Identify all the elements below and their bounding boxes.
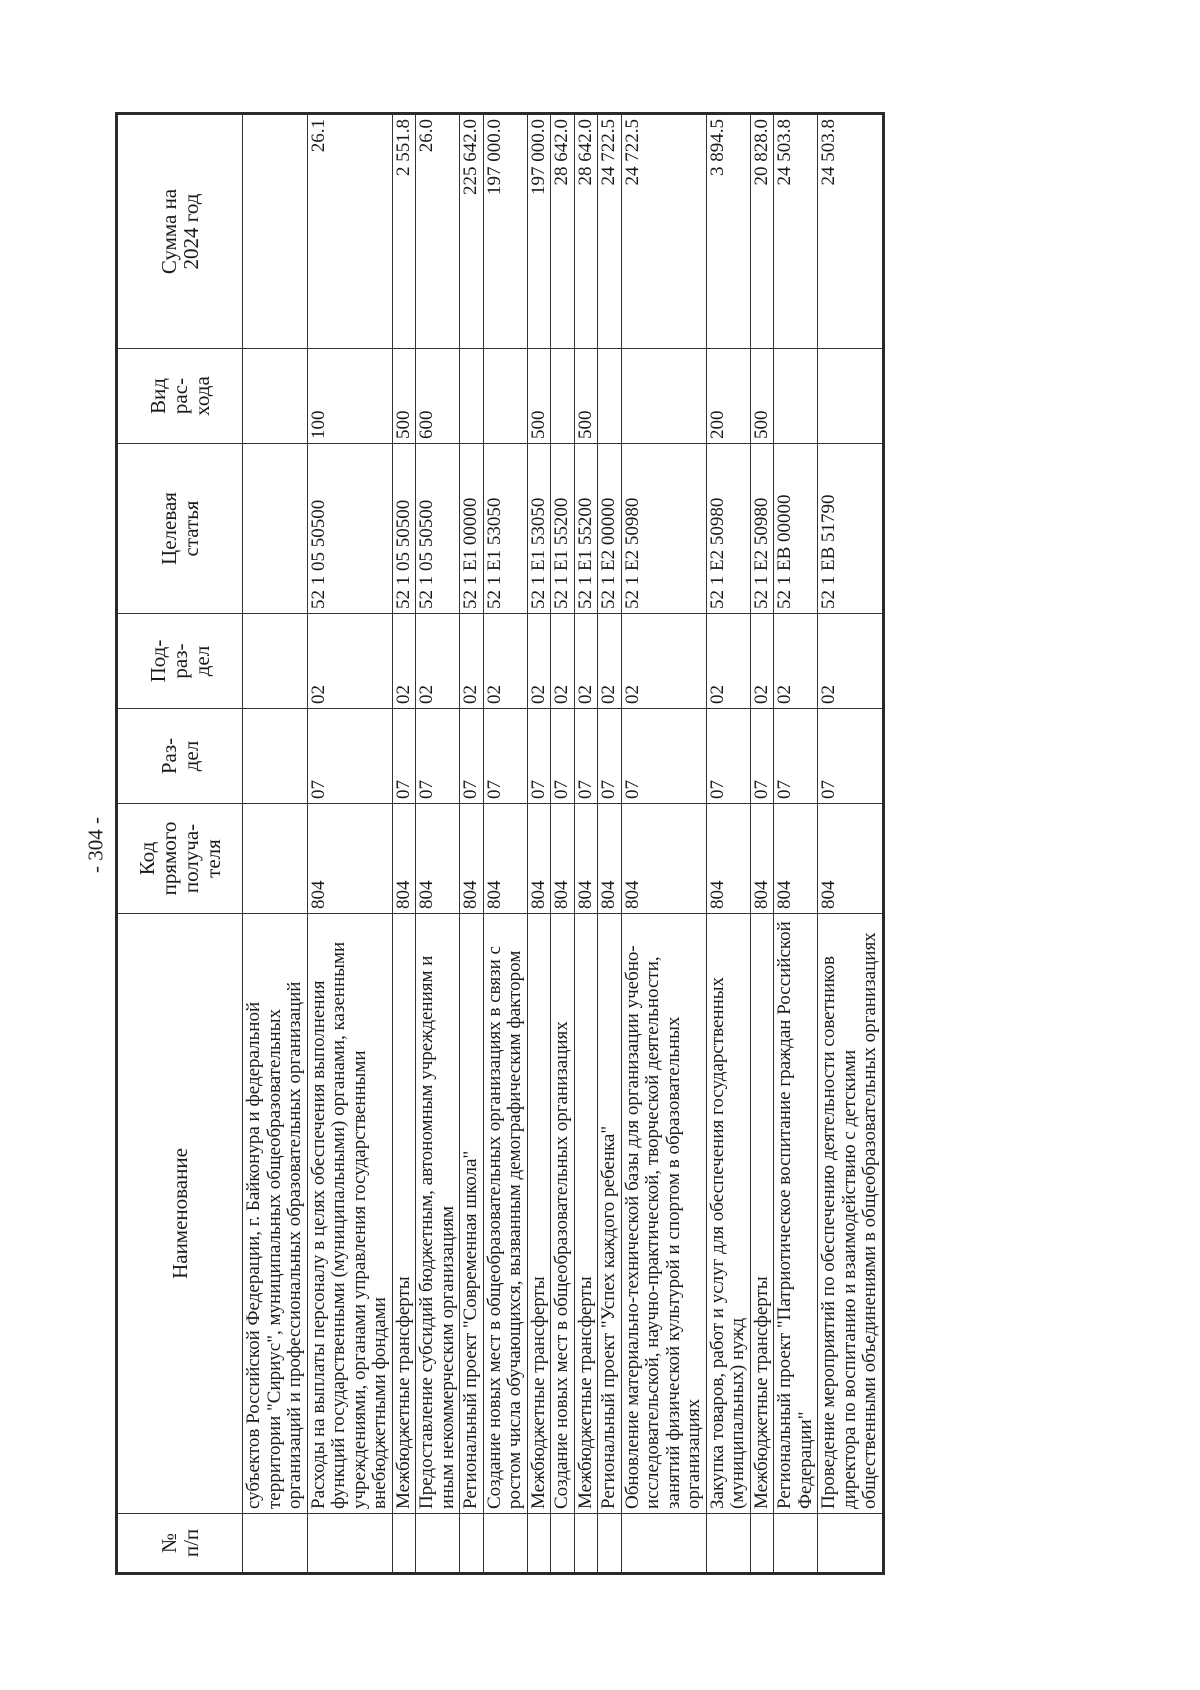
table-row: [706, 114, 750, 1574]
cell-subsection: 02: [598, 614, 622, 709]
header-target: Целевая статья: [117, 444, 243, 614]
cell-name: Региональный проект "Патриотическое воспитание граждан Российской Федерации": [774, 914, 818, 1514]
cell-subsection: [243, 614, 308, 709]
cell-target: 52 1 E1 55200: [574, 444, 598, 614]
table-row: [598, 114, 622, 1574]
cell-name: Межбюджетные трансферты: [392, 914, 416, 1514]
cell-expense-type: 200: [706, 349, 750, 444]
cell-recipient: 804: [483, 804, 527, 914]
cell-expense-type: [774, 349, 818, 444]
cell-amount: 24 722.5: [621, 114, 706, 349]
cell-num: [307, 1514, 392, 1574]
cell-recipient: 804: [818, 804, 884, 914]
cell-amount: 28 642.0: [551, 114, 575, 349]
cell-section: 07: [706, 709, 750, 804]
cell-subsection: 02: [774, 614, 818, 709]
cell-expense-type: [460, 349, 484, 444]
cell-recipient: [243, 804, 308, 914]
cell-num: [416, 1514, 460, 1574]
cell-target: 52 1 E1 55200: [551, 444, 575, 614]
cell-num: [483, 1514, 527, 1574]
table-row: [551, 114, 575, 1574]
cell-num: [243, 1514, 308, 1574]
cell-recipient: 804: [774, 804, 818, 914]
cell-num: [706, 1514, 750, 1574]
cell-amount: 20 828.0: [750, 114, 774, 349]
cell-target: 52 1 E2 00000: [598, 444, 622, 614]
cell-name: Региональный проект "Успех каждого ребенка": [598, 914, 622, 1514]
cell-section: 07: [621, 709, 706, 804]
cell-amount: 3 894.5: [706, 114, 750, 349]
cell-section: 07: [818, 709, 884, 804]
cell-num: [621, 1514, 706, 1574]
cell-expense-type: [483, 349, 527, 444]
cell-target: 52 1 EB 51790: [818, 444, 884, 614]
cell-amount: 197 000.0: [527, 114, 551, 349]
table-row: [483, 114, 527, 1574]
cell-name: Межбюджетные трансферты: [527, 914, 551, 1514]
cell-subsection: 02: [416, 614, 460, 709]
cell-amount: 26.1: [307, 114, 392, 349]
header-name: Наименование: [117, 914, 243, 1514]
cell-recipient: 804: [551, 804, 575, 914]
cell-expense-type: [243, 349, 308, 444]
cell-amount: 197 000.0: [483, 114, 527, 349]
table-row: [243, 114, 308, 1574]
table-row: [460, 114, 484, 1574]
cell-amount: 28 642.0: [574, 114, 598, 349]
cell-subsection: 02: [750, 614, 774, 709]
cell-amount: 24 503.8: [818, 114, 884, 349]
cell-section: 07: [416, 709, 460, 804]
header-subsection: Под- раз- дел: [117, 614, 243, 709]
page-number: - 304 -: [83, 817, 108, 873]
cell-recipient: 804: [307, 804, 392, 914]
cell-name: Расходы на выплаты персоналу в целях обеспечения выполнения функций государственными (муниципальными) органами, казенными учреждениями, органами управления государственными внебюджетными фондами: [307, 914, 392, 1514]
cell-recipient: 804: [460, 804, 484, 914]
cell-name: Межбюджетные трансферты: [750, 914, 774, 1514]
cell-amount: 24 722.5: [598, 114, 622, 349]
cell-subsection: 02: [574, 614, 598, 709]
cell-section: 07: [551, 709, 575, 804]
cell-amount: 225 642.0: [460, 114, 484, 349]
cell-expense-type: [621, 349, 706, 444]
cell-name: Предоставление субсидий бюджетным, автономным учреждениям и иным некоммерческим организациям: [416, 914, 460, 1514]
table-row: [774, 114, 818, 1574]
cell-expense-type: 100: [307, 349, 392, 444]
cell-section: 07: [527, 709, 551, 804]
cell-recipient: 804: [621, 804, 706, 914]
cell-amount: [243, 114, 308, 349]
cell-expense-type: [598, 349, 622, 444]
cell-recipient: 804: [750, 804, 774, 914]
table-header: [117, 114, 243, 1574]
cell-subsection: 02: [706, 614, 750, 709]
cell-expense-type: [551, 349, 575, 444]
cell-recipient: 804: [598, 804, 622, 914]
cell-target: 52 1 E1 00000: [460, 444, 484, 614]
header-section: Раз- дел: [117, 709, 243, 804]
cell-recipient: 804: [527, 804, 551, 914]
cell-expense-type: 500: [574, 349, 598, 444]
cell-expense-type: 600: [416, 349, 460, 444]
cell-recipient: 804: [574, 804, 598, 914]
header-expense-type: Вид рас- хода: [117, 349, 243, 444]
cell-num: [774, 1514, 818, 1574]
cell-expense-type: 500: [750, 349, 774, 444]
cell-section: 07: [574, 709, 598, 804]
cell-section: 07: [750, 709, 774, 804]
cell-section: 07: [483, 709, 527, 804]
table-row: [307, 114, 392, 1574]
cell-target: 52 1 EB 00000: [774, 444, 818, 614]
cell-num: [460, 1514, 484, 1574]
cell-target: 52 1 E1 53050: [483, 444, 527, 614]
cell-recipient: 804: [392, 804, 416, 914]
cell-target: 52 1 05 50500: [416, 444, 460, 614]
cell-num: [551, 1514, 575, 1574]
cell-section: 07: [307, 709, 392, 804]
cell-recipient: 804: [416, 804, 460, 914]
cell-name: Создание новых мест в общеобразовательных организациях в связи с ростом числа обучающихся, вызванным демографическим фактором: [483, 914, 527, 1514]
cell-subsection: 02: [460, 614, 484, 709]
cell-subsection: 02: [621, 614, 706, 709]
cell-target: [243, 444, 308, 614]
header-recipient: Код прямого получа- теля: [117, 804, 243, 914]
cell-target: 52 1 05 50500: [307, 444, 392, 614]
cell-amount: 26.0: [416, 114, 460, 349]
cell-target: 52 1 E2 50980: [750, 444, 774, 614]
cell-section: 07: [774, 709, 818, 804]
cell-target: 52 1 05 50500: [392, 444, 416, 614]
header-num: № п/п: [117, 1514, 243, 1574]
table-row: [527, 114, 551, 1574]
cell-section: 07: [598, 709, 622, 804]
table-row: [621, 114, 706, 1574]
cell-section: 07: [460, 709, 484, 804]
cell-subsection: 02: [527, 614, 551, 709]
budget-table: [115, 112, 885, 1575]
cell-num: [598, 1514, 622, 1574]
cell-expense-type: [818, 349, 884, 444]
table-row: [416, 114, 460, 1574]
cell-num: [527, 1514, 551, 1574]
cell-name: Закупка товаров, работ и услуг для обеспечения государственных (муниципальных) нужд: [706, 914, 750, 1514]
cell-name: Обновление материально-технической базы для организации учебно-исследовательской, научно-практической, творческой деятельности, занятий физической культурой и спортом в образовательных организациях: [621, 914, 706, 1514]
header-amount: Сумма на 2024 год: [117, 114, 243, 349]
cell-target: 52 1 E2 50980: [621, 444, 706, 614]
cell-expense-type: 500: [392, 349, 416, 444]
cell-num: [750, 1514, 774, 1574]
table-row: [574, 114, 598, 1574]
cell-subsection: 02: [818, 614, 884, 709]
cell-num: [392, 1514, 416, 1574]
rotated-table-sheet: [115, 115, 1080, 1575]
cell-target: 52 1 E1 53050: [527, 444, 551, 614]
cell-name: Создание новых мест в общеобразовательных организациях: [551, 914, 575, 1514]
cell-subsection: 02: [392, 614, 416, 709]
cell-name: Проведение мероприятий по обеспечению деятельности советников директора по воспитанию и взаимодействию с детскими общественными объединениями в общеобразовательных организациях: [818, 914, 884, 1514]
cell-name: Региональный проект "Современная школа": [460, 914, 484, 1514]
cell-section: [243, 709, 308, 804]
cell-subsection: 02: [307, 614, 392, 709]
cell-subsection: 02: [483, 614, 527, 709]
cell-expense-type: 500: [527, 349, 551, 444]
cell-recipient: 804: [706, 804, 750, 914]
cell-num: [818, 1514, 884, 1574]
cell-name: Межбюджетные трансферты: [574, 914, 598, 1514]
cell-amount: 2 551.8: [392, 114, 416, 349]
table-row: [392, 114, 416, 1574]
cell-section: 07: [392, 709, 416, 804]
cell-amount: 24 503.8: [774, 114, 818, 349]
cell-target: 52 1 E2 50980: [706, 444, 750, 614]
table-row: [750, 114, 774, 1574]
table-row: [818, 114, 884, 1574]
cell-name: субъектов Российской Федерации, г. Байконура и федеральной территории "Сириус", муниципальных общеобразовательных организаций и профессиональных образовательных организаций: [243, 914, 308, 1514]
cell-num: [574, 1514, 598, 1574]
cell-subsection: 02: [551, 614, 575, 709]
table-body: [243, 114, 884, 1574]
